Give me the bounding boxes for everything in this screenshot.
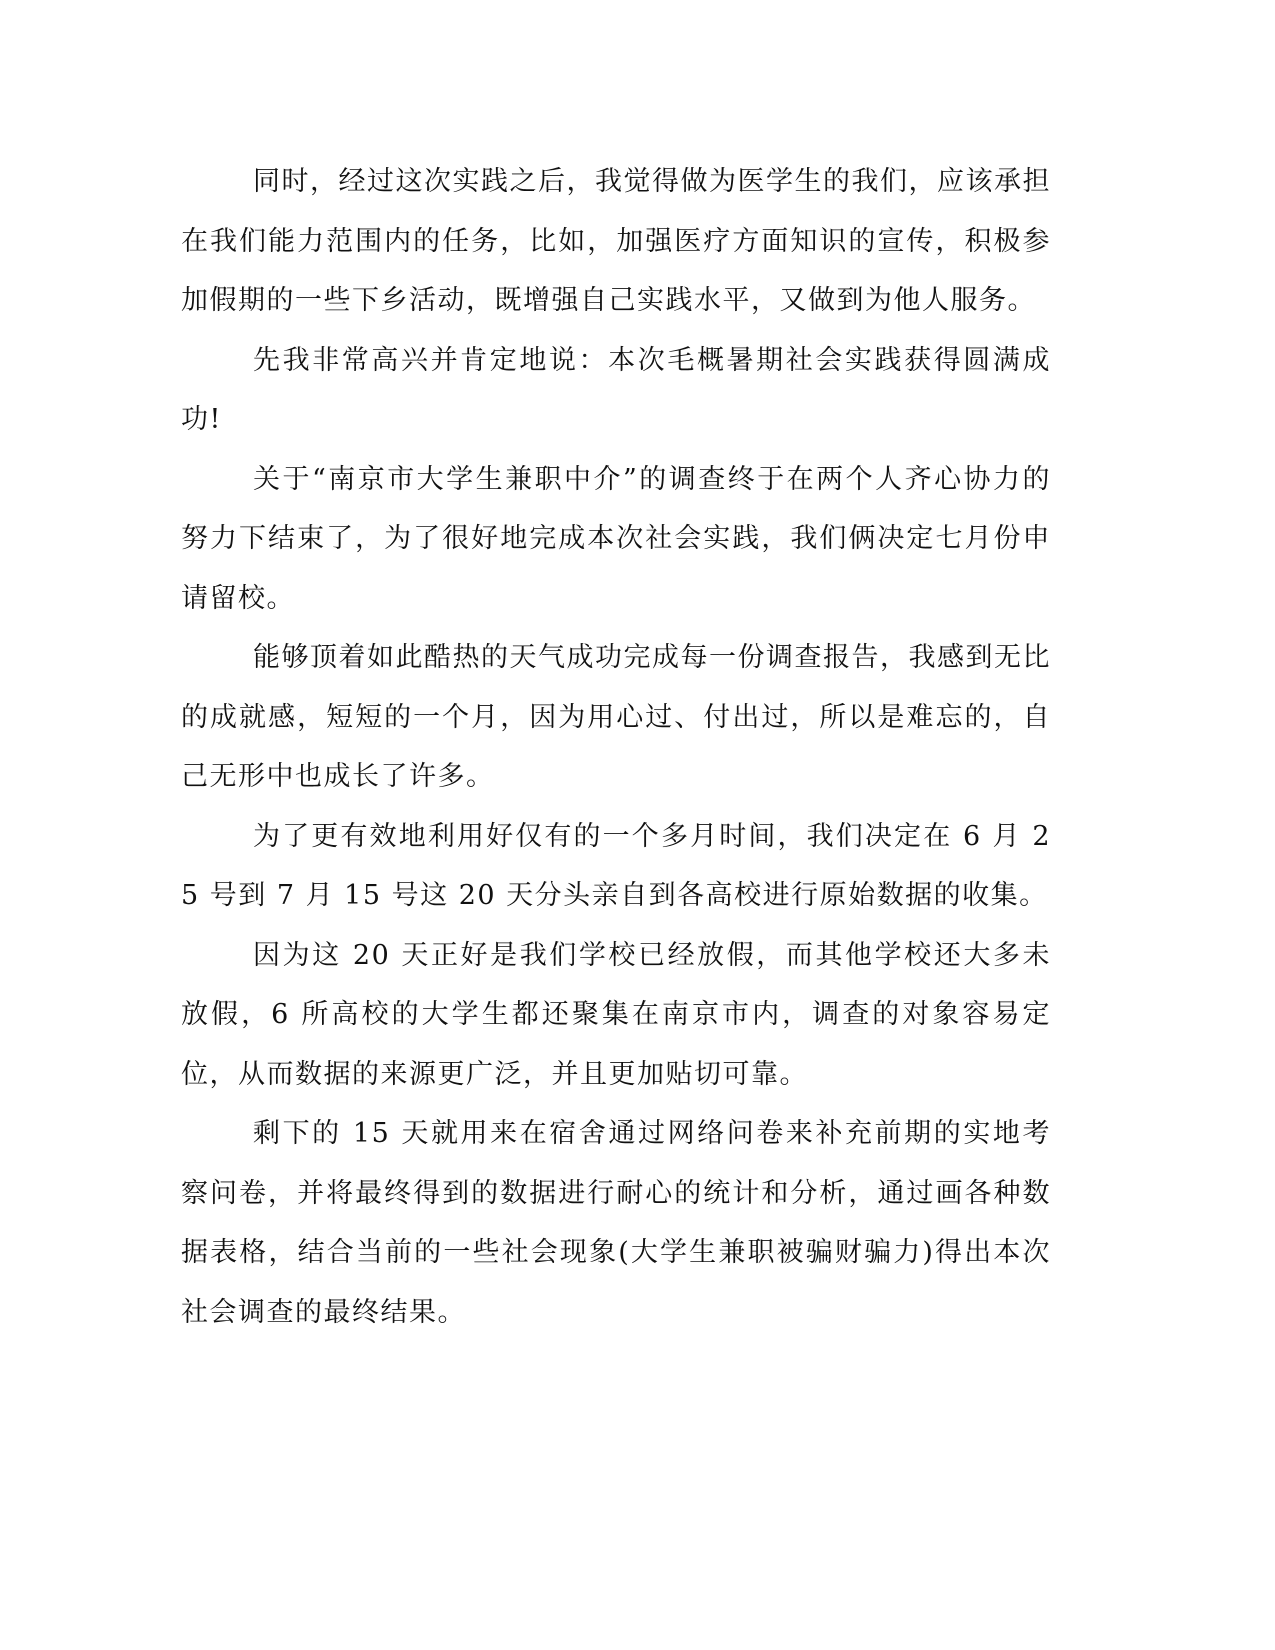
paragraph-3: 关于“南京市大学生兼职中介”的调查终于在两个人齐心协力的努力下结束了，为了很好地完成本次社会实践，我们俩决定七月份申请留校。 — [181, 463, 1051, 614]
paragraph-6: 因为这 20 天正好是我们学校已经放假，而其他学校还大多未放假，6 所高校的大学生都还聚集在南京市内，调查的对象容易定位，从而数据的来源更广泛，并且更加贴切可靠。 — [181, 939, 1051, 1090]
paragraph-7: 剩下的 15 天就用来在宿舍通过网络问卷来补充前期的实地考察问卷，并将最终得到的数据进行耐心的统计和分析，通过画各种数据表格，结合当前的一些社会现象(大学生兼职被骗财骗力)得出本次社会调查的最终结果。 — [181, 1118, 1051, 1328]
paragraph-1: 同时，经过这次实践之后，我觉得做为医学生的我们，应该承担在我们能力范围内的任务，比如，加强医疗方面知识的宣传，积极参加假期的一些下乡活动，既增强自己实践水平，又做到为他人服务。 — [181, 166, 1051, 316]
paragraph-2: 先我非常高兴并肯定地说：本次毛概暑期社会实践获得圆满成功! — [181, 344, 1051, 435]
paragraph-5: 为了更有效地利用好仅有的一个多月时间，我们决定在 6 月 25 号到 7 月 15 号这 20 天分头亲自到各高校进行原始数据的收集。 — [181, 820, 1051, 911]
paragraph-4: 能够顶着如此酷热的天气成功完成每一份调查报告，我感到无比的成就感，短短的一个月，因为用心过、付出过，所以是难忘的，自己无形中也成长了许多。 — [181, 642, 1051, 792]
document-body — [181, 152, 1051, 1342]
